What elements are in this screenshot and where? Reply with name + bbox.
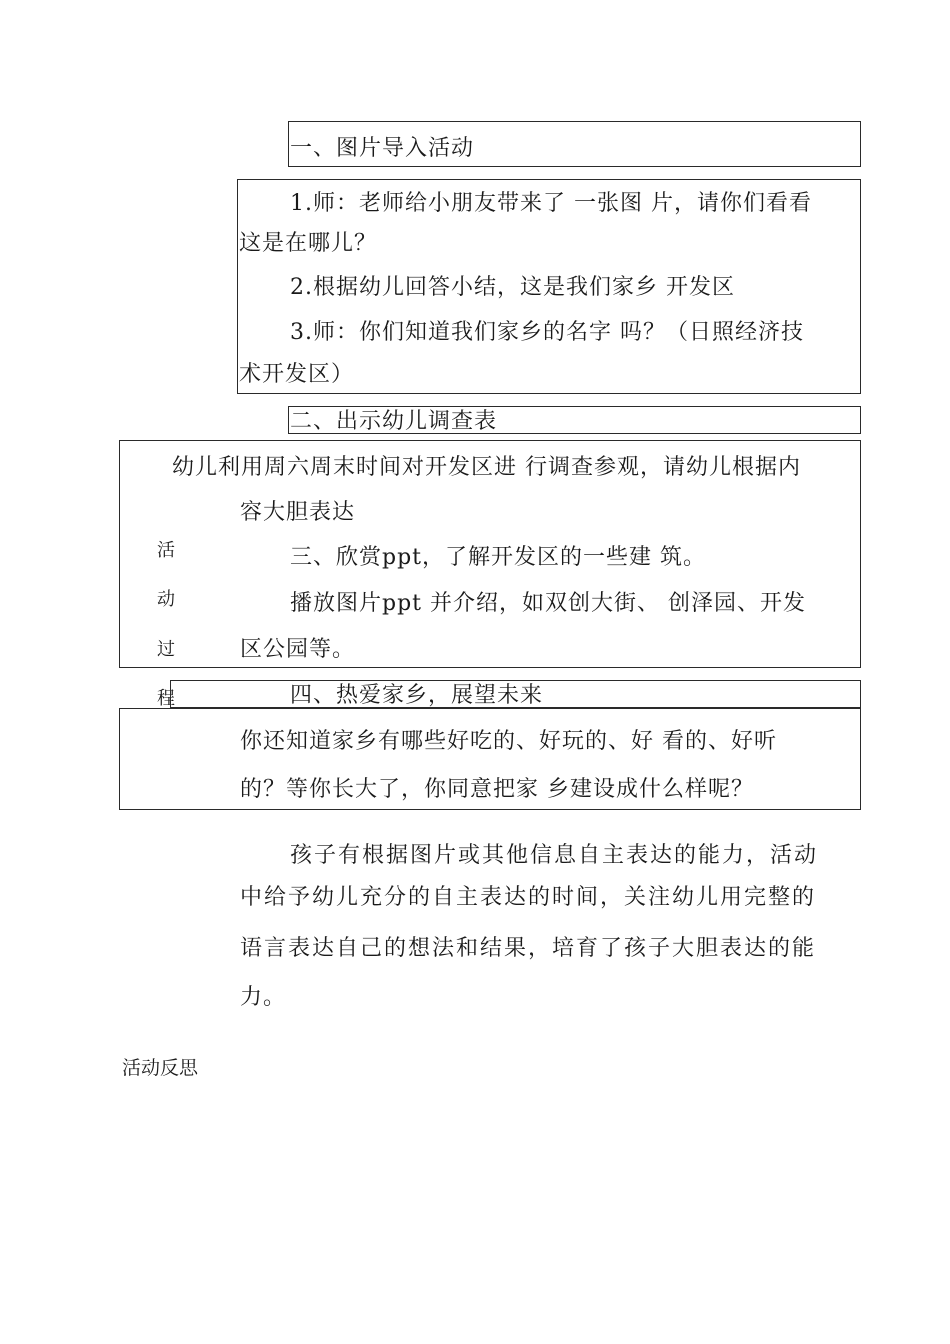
section2-line3a: 播放图片ppt 并介绍，如双创大街、 创泽园、开发: [290, 591, 806, 616]
section4-line1b: 的？等你长大了，你同意把家 乡建设成什么样呢？: [240, 777, 754, 802]
section1-line1b: 这是在哪儿？: [239, 231, 378, 256]
summary-line4: 力。: [240, 985, 287, 1010]
summary-line1: 孩子有根据图片或其他信息自主表达的能力，活动: [290, 843, 819, 868]
section1-heading: 一、图片导入活动: [290, 136, 475, 161]
reflection-label: 活动反思: [122, 1057, 199, 1079]
section2-line1b: 容大胆表达: [240, 500, 356, 525]
side-label-char-1: 活: [157, 540, 175, 561]
section2-line1a: 幼儿利用周六周末时间对开发区进 行调查参观，请幼儿根据内: [172, 455, 801, 480]
summary-line2: 中给予幼儿充分的自主表达的时间，关注幼儿用完整的: [240, 885, 817, 910]
section1-line2: 2.根据幼儿回答小结，这是我们家乡 开发区: [290, 275, 735, 300]
section4-heading: 四、热爱家乡，展望未来: [290, 683, 544, 708]
section4-line1a: 你还知道家乡有哪些好吃的、好玩的、好 看的、好听: [240, 729, 777, 754]
section2-line2: 三、欣赏ppt，了解开发区的一些建 筑。: [290, 545, 707, 570]
section1-line3a: 3.师：你们知道我们家乡的名字 吗？（日照经济技: [290, 320, 804, 345]
side-label-char-4: 程: [157, 688, 175, 709]
section2-heading: 二、出示幼儿调查表: [290, 409, 498, 434]
section1-line3b: 术开发区）: [239, 362, 355, 387]
summary-line3: 语言表达自己的想法和结果，培育了孩子大胆表达的能: [240, 936, 817, 961]
side-label-char-3: 过: [157, 639, 175, 660]
side-label-char-2: 动: [157, 589, 175, 610]
section1-line1a: 1.师：老师给小朋友带来了 一张图 片，请你们看看: [290, 191, 812, 216]
section2-line3b: 区公园等。: [240, 637, 356, 662]
